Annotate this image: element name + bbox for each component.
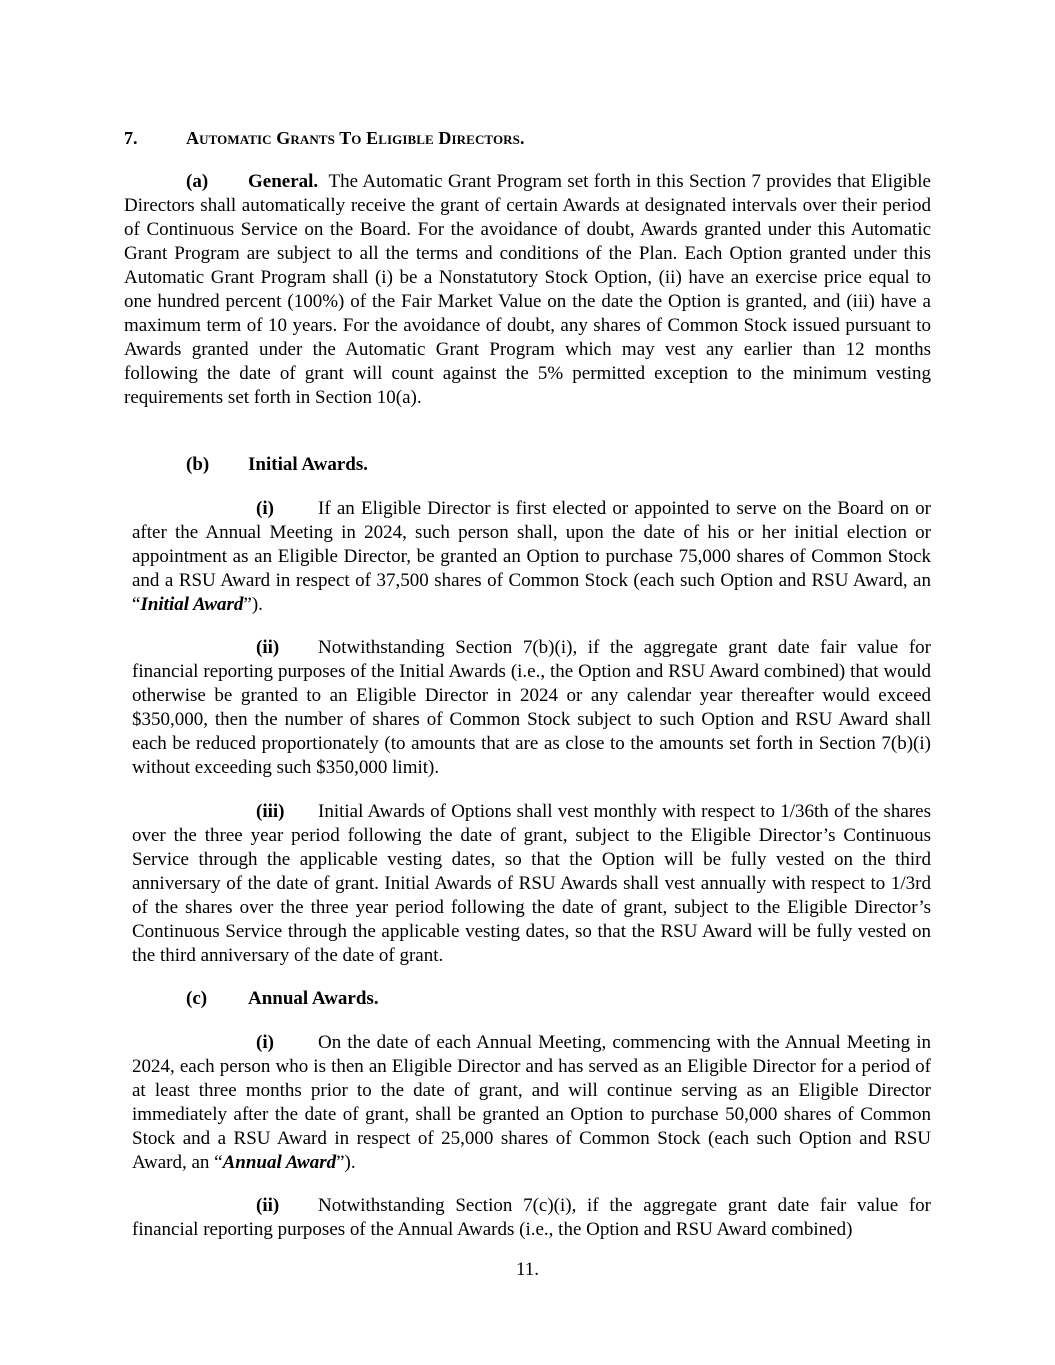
clause-label: (i) [256,1032,274,1053]
clause-text: On the date of each Annual Meeting, commencing with the Annual Meeting in 2024, each person who is then an Eligible Director and has served as an Eligible Director for a period of at least three months prior to the date of grant, and will continue serving as an Eligible Director immediately after the date of grant, shall be granted an Option to purchase 50,000 shares of Common Stock and a RSU Award in respect of 25,000 shares of Common Stock (each such Option and RSU Award, an “ [132,1032,931,1173]
clause-text: Initial Awards of Options shall vest monthly with respect to 1/36th of the shares over the three year period following the date of grant, subject to the Eligible Director’s Continuous Service through the applicable vesting dates, so that the Option will be fully vested on the third anniversary of the date of grant. Initial Awards of RSU Awards shall vest annually with respect to 1/3rd of the shares over the three year period following the date of grant, subject to the Eligible Director’s Continuous Service through the applicable vesting dates, so that the RSU Award will be fully vested on the third anniversary of the date of grant. [132,801,931,966]
paragraph-general [124,170,931,410]
defined-term: Annual Award [222,1152,337,1173]
clause-text: Notwithstanding Section 7(b)(i), if the aggregate grant date fair value for financial reporting purposes of the Initial Awards (i.e., the Option and RSU Award combined) that would otherwise be granted to an Eligible Director in 2024 or any calendar year thereafter would exceed $350,000, then the number of shares of Common Stock subject to such Option and RSU Award shall each be reduced proportionately (to amounts that are as close to the amounts set forth in Section 7(b)(i) without exceeding such $350,000 limit). [132,637,931,778]
clause-label: (iii) [256,801,285,822]
clause-text: Notwithstanding Section 7(c)(i), if the aggregate grant date fair value for financial reporting purposes of the Annual Awards (i.e., the Option and RSU Award combined) [132,1195,931,1240]
subsection-label: (b) [186,454,210,475]
subsection-heading-initial-awards [186,453,368,477]
clause-annual-i [132,1031,931,1175]
paragraph-label: (a) [186,171,209,192]
page-number: 11. [515,1259,540,1280]
clause-text: If an Eligible Director is first elected or appointed to serve on the Board on or after the Annual Meeting in 2024, such person shall, upon the date of his or her initial election or appointment as an Eligible Director, be granted an Option to purchase 75,000 shares of Common Stock and a RSU Award in respect of 37,500 shares of Common Stock (each such Option and RSU Award, an “ [132,498,931,615]
clause-label: (ii) [256,1195,280,1216]
subsection-heading-annual-awards [186,987,379,1011]
subsection-label: (c) [186,988,208,1009]
subsection-title: Annual Awards. [248,988,379,1009]
paragraph-heading: General. [248,171,319,192]
section-title: Automatic Grants To Eligible Directors. [186,128,525,148]
clause-label: (i) [256,498,274,519]
clause-label: (ii) [256,637,280,658]
clause-initial-i [132,497,931,617]
defined-term: Initial Award [140,594,244,615]
section-number: 7. [124,128,138,148]
clause-annual-ii [132,1194,931,1242]
clause-initial-ii [132,636,931,780]
paragraph-text: The Automatic Grant Program set forth in this Section 7 provides that Eligible Directors shall automatically receive the grant of certain Awards at designated intervals over their period of Continuous Service on the Board. For the avoidance of doubt, Awards granted under this Automatic Grant Program are subject to all the terms and conditions of the Plan. Each Option granted under this Automatic Grant Program shall (i) be a Nonstatutory Stock Option, (ii) have an exercise price equal to one hundred percent (100%) of the Fair Market Value on the date the Option is granted, and (iii) have a maximum term of 10 years. For the avoidance of doubt, any shares of Common Stock issued pursuant to Awards granted under the Automatic Grant Program which may vest any earlier than 12 months following the date of grant will count against the 5% permitted exception to the minimum vesting requirements set forth in Section 10(a). [124,171,931,408]
section-heading [124,127,944,149]
subsection-title: Initial Awards. [248,454,369,475]
clause-tail: ”). [336,1152,356,1173]
clause-tail: ”). [243,594,263,615]
clause-initial-iii [132,800,931,968]
